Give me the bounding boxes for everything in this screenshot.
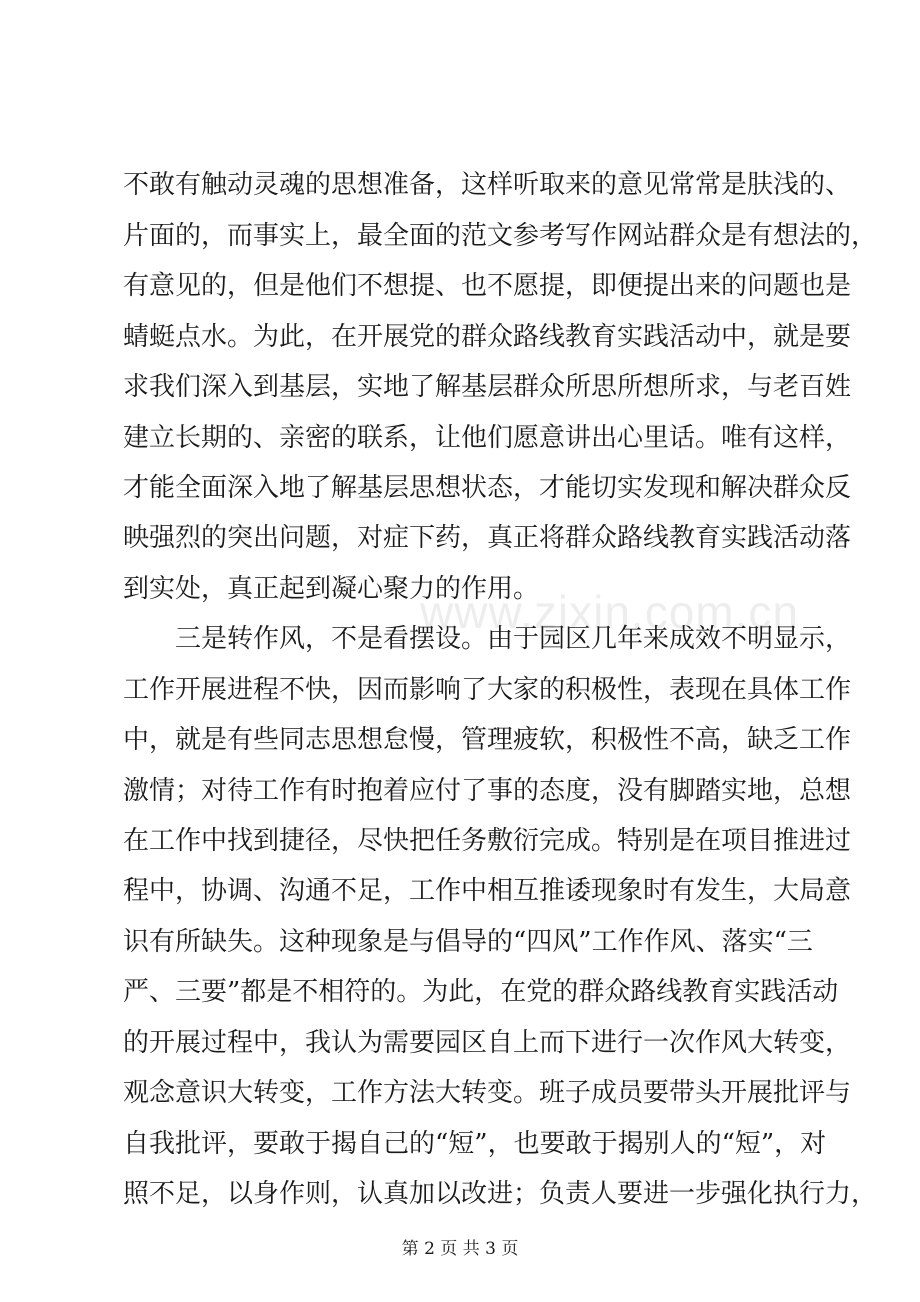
text-line: 中，就是有些同志思想怠慢，管理疲软，积极性不高，缺乏工作 [123, 725, 852, 755]
text-line: 严、三要”都是不相符的。为此，在党的群众路线教育实践活动 [123, 977, 839, 1007]
text-line: 在工作中找到捷径，尽快把任务敷衍完成。特别是在项目推进过 [123, 826, 852, 856]
page-number-footer: 第 2 页 共 3 页 [401, 1239, 519, 1259]
text-line: 求我们深入到基层，实地了解基层群众所思所想所求，与老百姓 [123, 372, 852, 402]
text-line: 程中，协调、沟通不足，工作中相互推诿现象时有发生，大局意 [123, 876, 852, 906]
text-line: 才能全面深入地了解基层思想状态，才能切实发现和解决群众反 [123, 473, 852, 503]
text-line: 片面的，而事实上，最全面的范文参考写作网站群众是有想法的， [123, 221, 878, 251]
text-line: 识有所缺失。这种现象是与倡导的“四风”工作作风、落实“三 [123, 927, 813, 957]
text-line: 激情；对待工作有时抱着应付了事的态度，没有脚踏实地，总想 [123, 776, 852, 806]
text-line: 照不足，以身作则，认真加以改进；负责人要进一步强化执行力， [123, 1179, 878, 1209]
text-line: 观念意识大转变，工作方法大转变。班子成员要带头开展批评与 [123, 1078, 852, 1108]
text-line: 三是转作风，不是看摆设。由于园区几年来成效不明显示， [123, 624, 852, 654]
text-line: 工作开展进程不快，因而影响了大家的积极性，表现在具体工作 [123, 675, 852, 705]
text-line: 自我批评，要敢于揭自己的“短”，也要敢于揭别人的“短”，对 [123, 1129, 827, 1159]
text-line: 的开展过程中，我认为需要园区自上而下进行一次作风大转变， [123, 1028, 852, 1058]
watermark: www.zixin.com.cn [420, 586, 799, 638]
text-line: 建立长期的、亲密的联系，让他们愿意讲出心里话。唯有这样， [123, 423, 852, 453]
text-line: 映强烈的突出问题，对症下药，真正将群众路线教育实践活动落 [123, 523, 852, 553]
text-line: 到实处，真正起到凝心聚力的作用。 [123, 574, 540, 604]
text-line: 有意见的，但是他们不想提、也不愿提，即便提出来的问题也是 [123, 271, 852, 301]
text-line: 不敢有触动灵魂的思想准备，这样听取来的意见常常是肤浅的、 [123, 170, 852, 200]
text-line: 蜻蜓点水。为此，在开展党的群众路线教育实践活动中，就是要 [123, 322, 852, 352]
